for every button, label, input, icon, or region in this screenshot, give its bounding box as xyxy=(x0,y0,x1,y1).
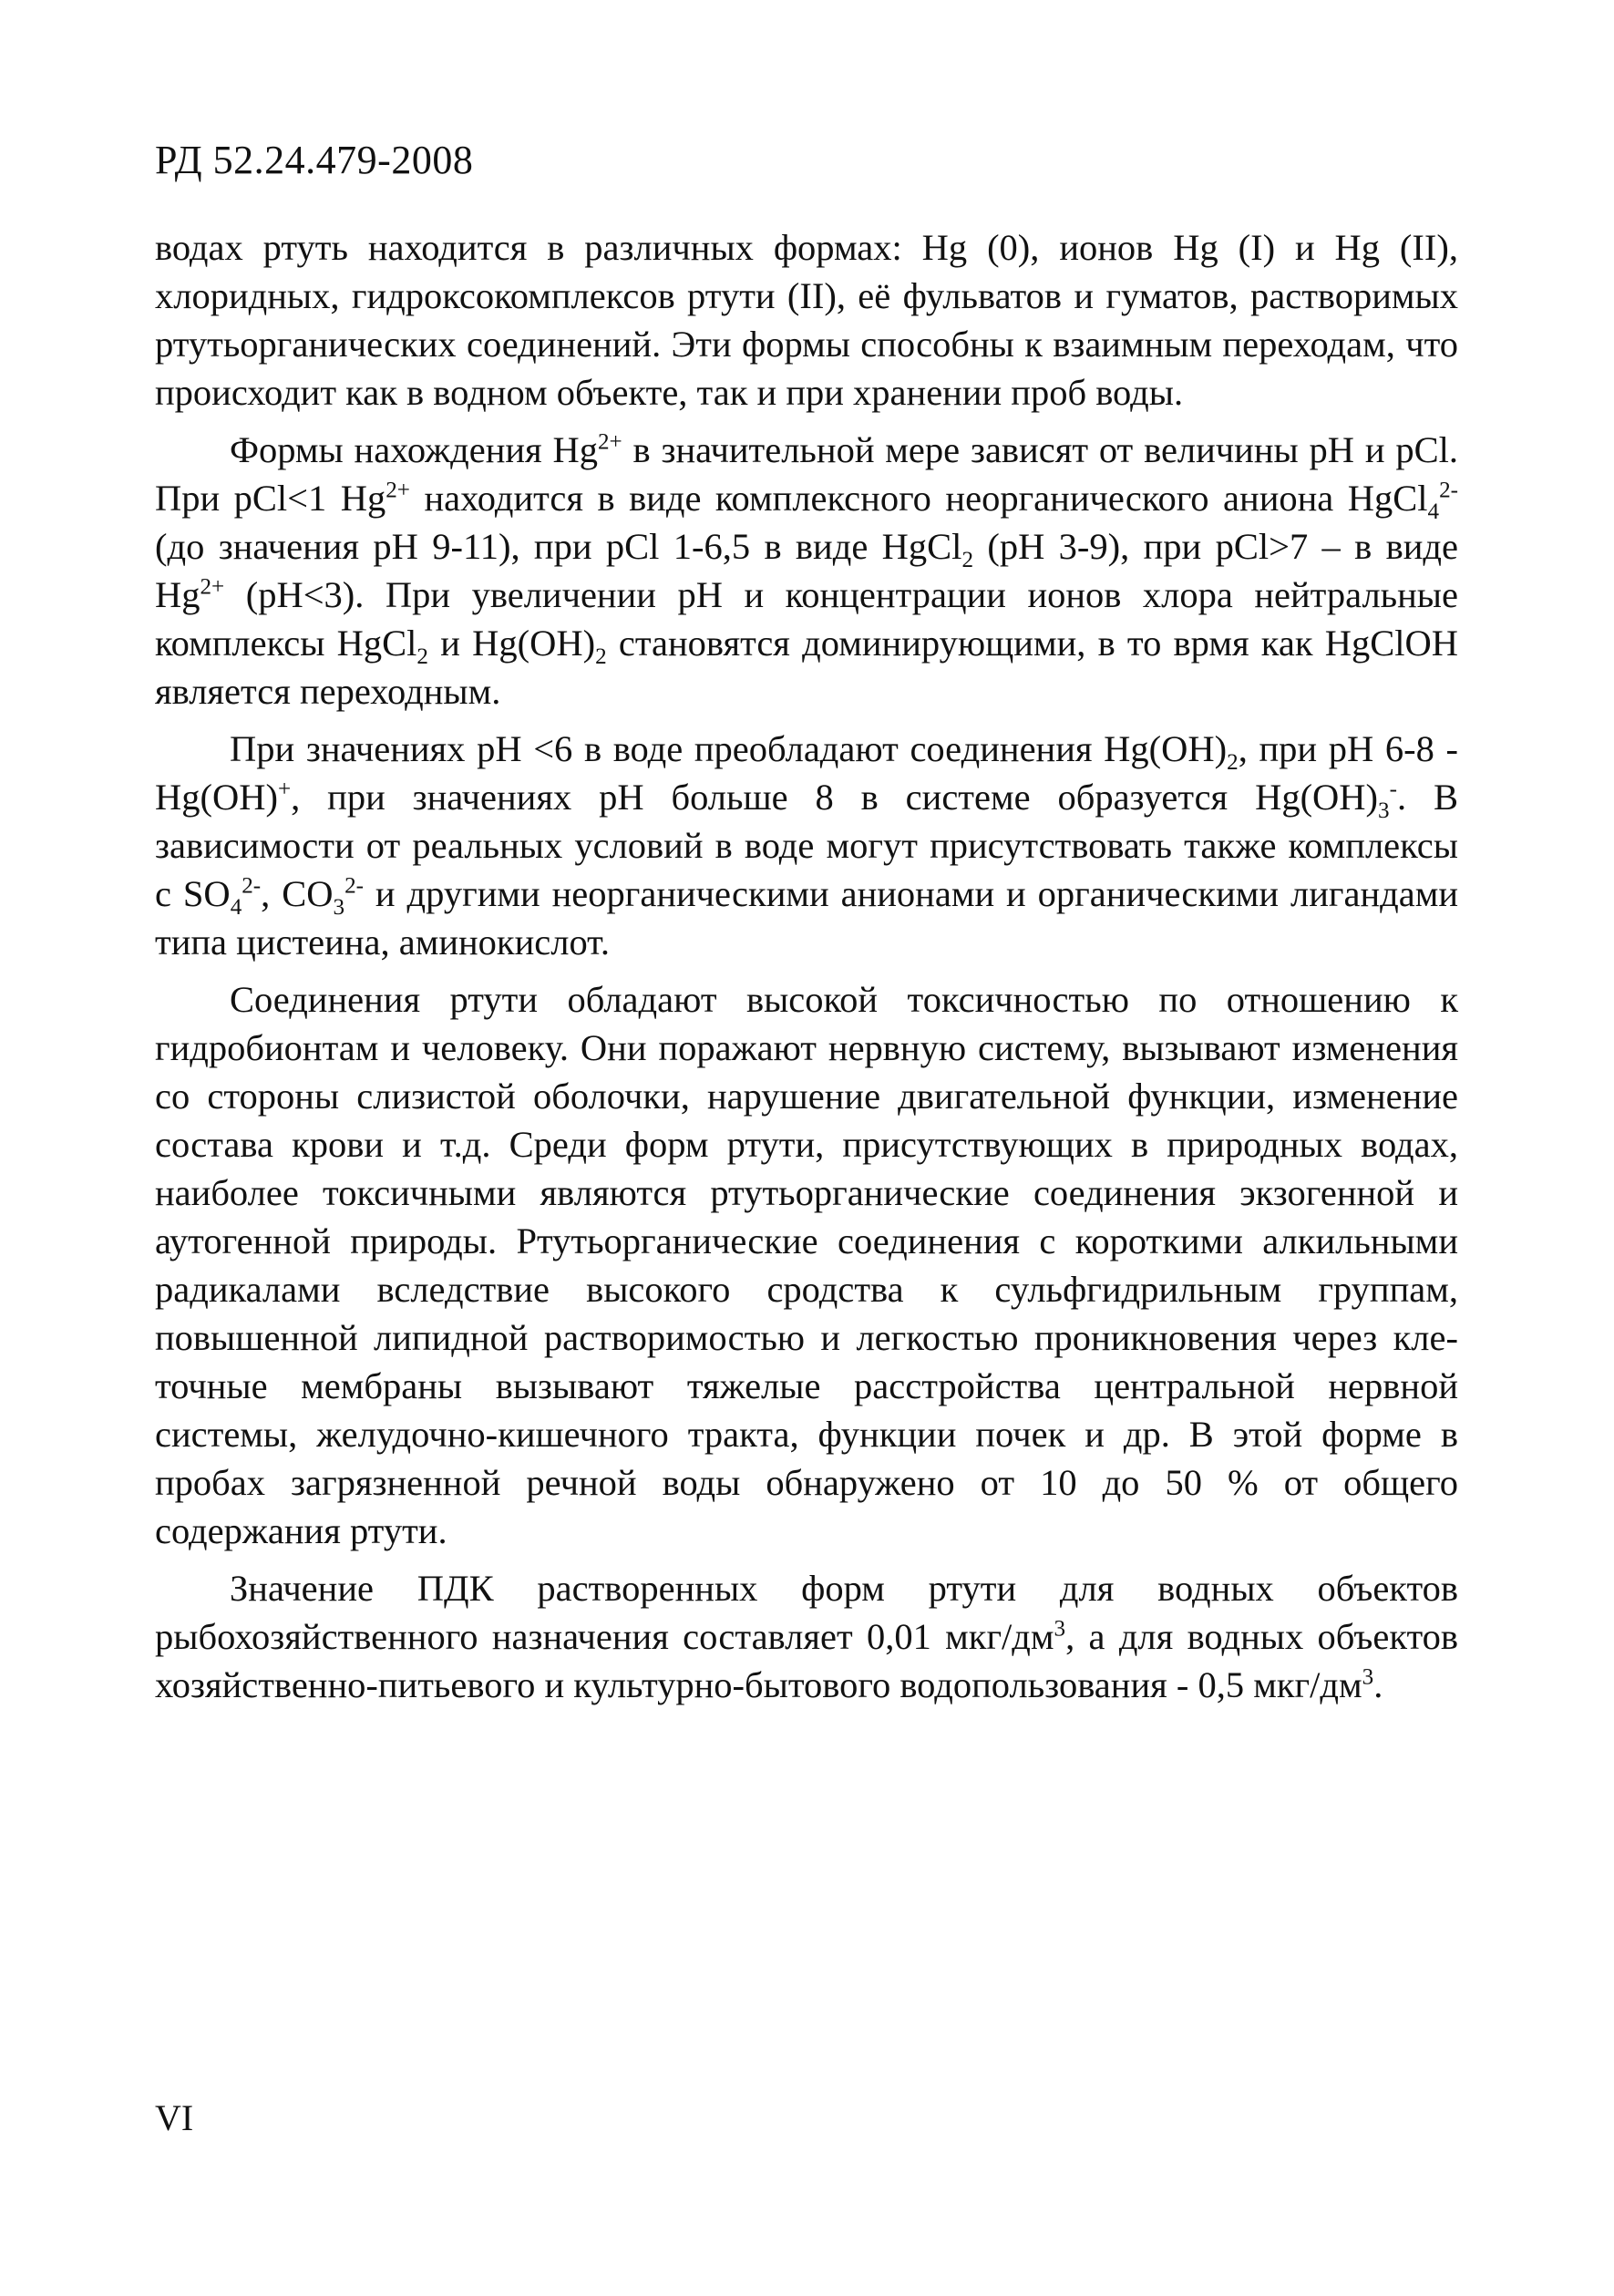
paragraph xyxy=(155,426,1458,716)
text-run: и Hg(OH) xyxy=(427,623,596,664)
text-run: становятся доминирующими, в то врмя как HgClOH является переходным. xyxy=(155,623,1458,712)
text-run: Значение ПДК растворенных форм ртути для водных объектов рыбохозяйственного назначения составляет 0,01 мкг/дм xyxy=(155,1568,1458,1657)
text-run: Формы нахождения Hg xyxy=(230,429,598,470)
superscript: 3 xyxy=(1362,1664,1374,1690)
text-run: , при значениях pH больше 8 в системе образуется Hg(OH) xyxy=(291,777,1379,818)
superscript: 3 xyxy=(1054,1616,1066,1642)
paragraph xyxy=(155,725,1458,966)
subscript: 2 xyxy=(961,548,973,573)
superscript: 2- xyxy=(1439,478,1458,503)
subscript: 2 xyxy=(416,644,428,670)
text-run: Соединения ртути обладают высокой токсичностью по отношению к гидробионтам и человеку. Они поражают нервную систему, вызывают изменения со стороны слизистой оболочки, нарушение двигательной функции, изменение состава крови и т.д. Среди форм ртути, присутствующих в природных водах, наиболее токсичными являются ртутьорганические соединения экзогенной и аутогенной природы. Ртутьорганические соединения с короткими алкильными радикалами вследствие высокого сродства к сульфгидрильным группам, повышенной липидной растворимостью и легкостью проникновения через клеточные мембраны вызывают тяжелые расстройства центральной нервной системы, желудочно-кишечного тракта, функции почек и др. В этой форме в пробах загрязненной речной воды обнаружено от 10 до 50 % от общего содержания ртути. xyxy=(155,979,1458,1551)
subscript: 3 xyxy=(333,895,345,921)
text-run: . В зависимости от реальных условий в воде могут присутствовать также комплексы с SO xyxy=(155,777,1459,914)
subscript: 4 xyxy=(230,895,242,921)
text-run: , CO xyxy=(261,873,334,914)
text-run: в значительной мере зависят от величины pH и pCl. При pCl<1 Hg xyxy=(155,429,1458,519)
superscript: + xyxy=(277,777,292,802)
text-run: При значениях pH <6 в воде преобладают соединения Hg(OH) xyxy=(230,728,1228,769)
document-body xyxy=(155,223,1458,1718)
text-run: . xyxy=(1373,1664,1383,1705)
subscript: 3 xyxy=(1378,798,1390,824)
paragraph xyxy=(155,223,1458,417)
text-run: , при pH 6-8 - Hg(OH) xyxy=(155,728,1458,818)
superscript: 2- xyxy=(344,873,364,899)
superscript: 2+ xyxy=(386,478,410,503)
text-run: , а для водных объектов хозяйственно-питьевого и культурно-бытового водопользования - 0,5 мкг/дм xyxy=(155,1616,1458,1705)
subscript: 2 xyxy=(595,644,607,670)
superscript: 2- xyxy=(242,873,262,899)
superscript: 2+ xyxy=(200,574,225,600)
text-run: находится в виде комплексного неорганического аниона HgCl xyxy=(409,478,1428,519)
document-code-header: РД 52.24.479-2008 xyxy=(155,138,474,182)
paragraph xyxy=(155,1564,1458,1709)
subscript: 2 xyxy=(1227,750,1239,776)
text-run: (pH 3-9), при pCl>7 – в виде Hg xyxy=(155,526,1458,615)
text-run: (pH<3). При увеличении pH и концентрации ионов хлора нейтральные комплексы HgCl xyxy=(155,574,1458,664)
page-number: VI xyxy=(155,2097,194,2138)
superscript: - xyxy=(1389,777,1397,802)
text-run: водах ртуть находится в различных формах: Hg (0), ионов Hg (I) и Hg (II), хлоридных, гидроксокомплексов ртути (II), её фульватов и гуматов, растворимых ртутьорганических соединений. Эти формы способны к взаимным переходам, что происходит как в водном объекте, так и при хранении проб воды. xyxy=(155,227,1458,413)
paragraph xyxy=(155,975,1458,1555)
superscript: 2+ xyxy=(598,429,622,455)
text-run: (до значения pH 9-11), при pCl 1-6,5 в виде HgCl xyxy=(155,526,962,567)
subscript: 4 xyxy=(1427,499,1440,525)
text-run: и другими неорганическими анионами и органическими лигандами типа цистеина, аминокислот. xyxy=(155,873,1459,963)
